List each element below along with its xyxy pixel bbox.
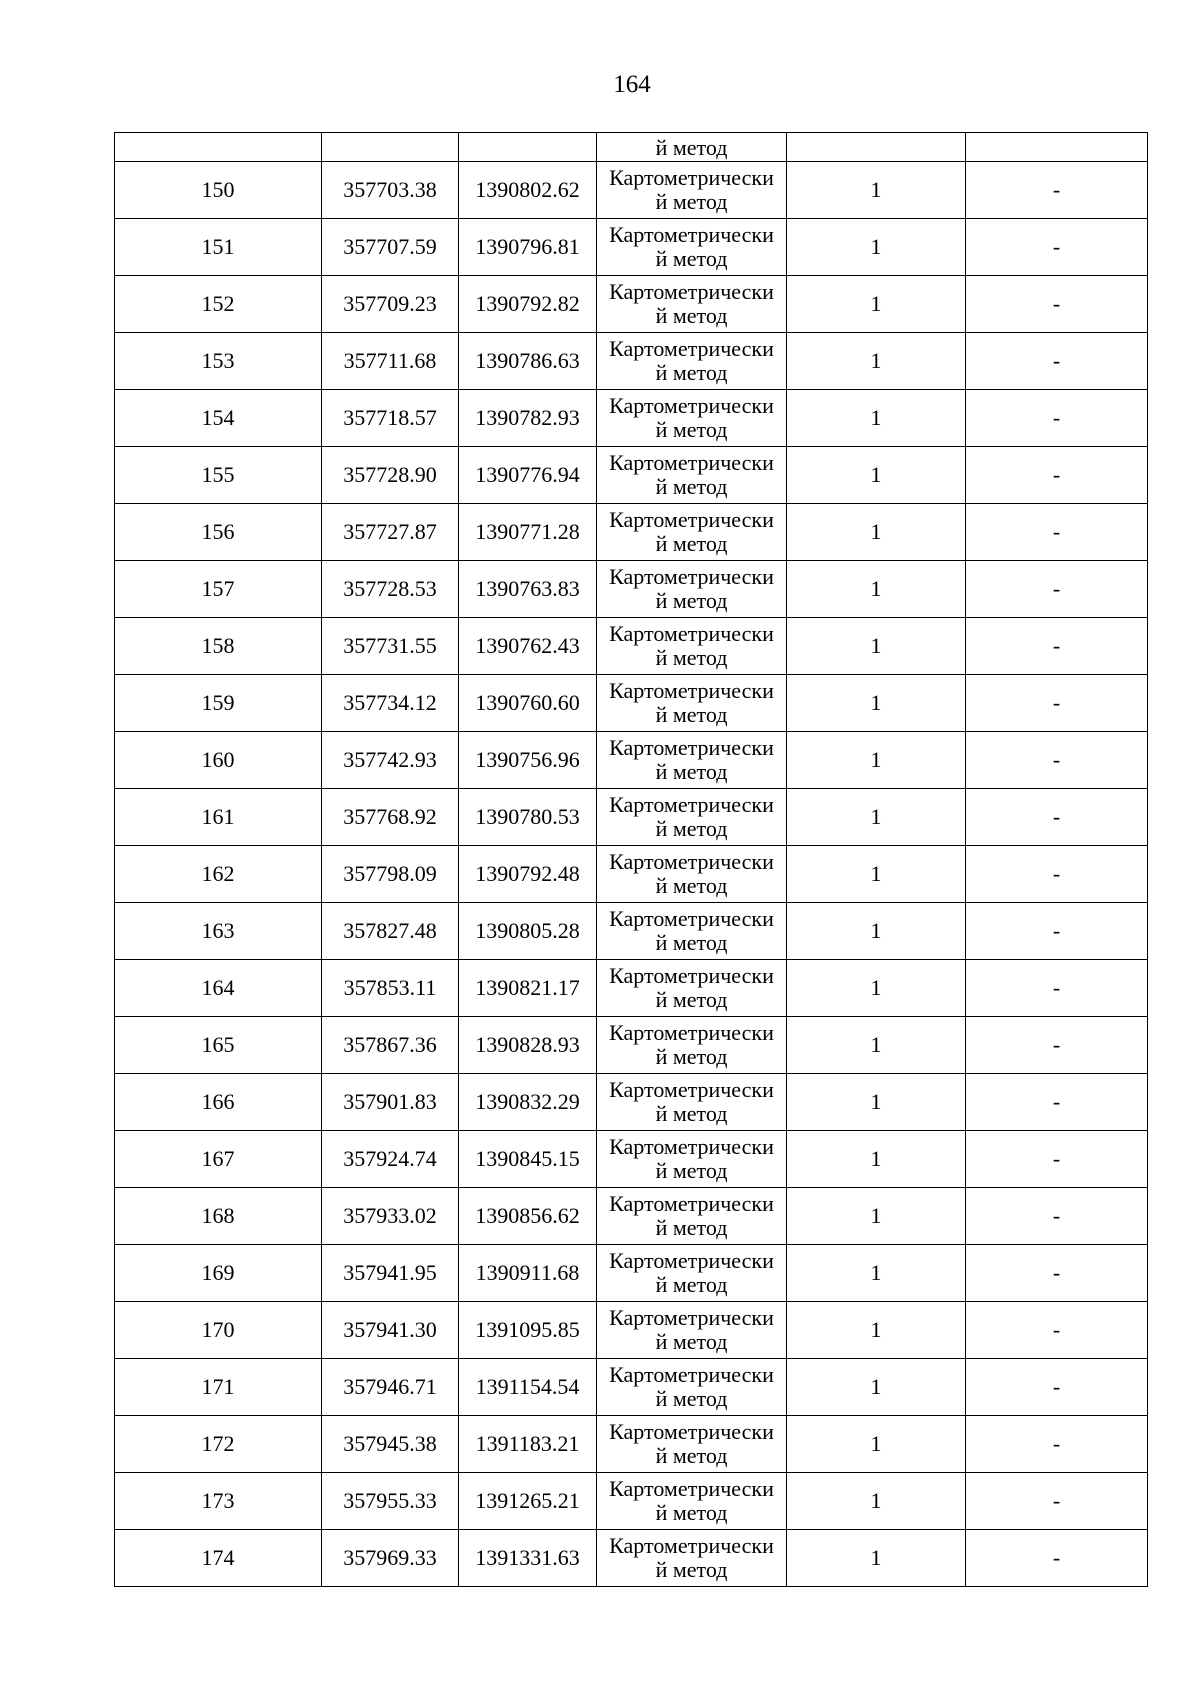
- table-row: [115, 1017, 1148, 1074]
- cell-y: 1391265.21: [459, 1473, 597, 1530]
- cell-method-line1: Картометрически: [609, 393, 774, 418]
- cell-point: 151: [115, 219, 322, 276]
- cell-method: [597, 618, 787, 675]
- cell-method-line1: Картометрически: [609, 1362, 774, 1387]
- cell-accuracy: 1: [787, 1074, 966, 1131]
- cell-accuracy: 1: [787, 732, 966, 789]
- cell-x: 357924.74: [322, 1131, 459, 1188]
- cell-point: 167: [115, 1131, 322, 1188]
- cell-point: 169: [115, 1245, 322, 1302]
- table-row: [115, 1359, 1148, 1416]
- table-row: [115, 1302, 1148, 1359]
- cell-method: [597, 561, 787, 618]
- cell-point: 164: [115, 960, 322, 1017]
- cell-accuracy: 1: [787, 960, 966, 1017]
- cell-accuracy: 1: [787, 162, 966, 219]
- cell-method-line1: Картометрически: [609, 1533, 774, 1558]
- cell-method: [597, 1302, 787, 1359]
- cell-method: [597, 1131, 787, 1188]
- cell-method-line1: Картометрически: [609, 792, 774, 817]
- cell-method: [597, 162, 787, 219]
- table-row: [115, 390, 1148, 447]
- cell-x: 357742.93: [322, 732, 459, 789]
- cell-method-line2: й метод: [655, 645, 728, 670]
- cell-y: 1390763.83: [459, 561, 597, 618]
- cell-point: 161: [115, 789, 322, 846]
- table-row: [115, 561, 1148, 618]
- cell-accuracy: 1: [787, 846, 966, 903]
- cell-point: 165: [115, 1017, 322, 1074]
- table-row: [115, 162, 1148, 219]
- table-row: [115, 1245, 1148, 1302]
- cell-x: 357901.83: [322, 1074, 459, 1131]
- cell-accuracy: 1: [787, 333, 966, 390]
- cell-point: 155: [115, 447, 322, 504]
- cell-method-line1: Картометрически: [609, 450, 774, 475]
- cell-point: 170: [115, 1302, 322, 1359]
- page-number: 164: [613, 71, 651, 98]
- cell-method: [597, 390, 787, 447]
- table-row: [115, 1074, 1148, 1131]
- cell-method-line2: й метод: [655, 816, 728, 841]
- cell-x: 357728.90: [322, 447, 459, 504]
- cell-accuracy: 1: [787, 1530, 966, 1587]
- cell-point: 159: [115, 675, 322, 732]
- cell-method-line2: й метод: [655, 189, 728, 214]
- cell-y: 1391095.85: [459, 1302, 597, 1359]
- coordinates-table: [114, 132, 1148, 1587]
- cell-y: 1390792.82: [459, 276, 597, 333]
- cell-y: 1390756.96: [459, 732, 597, 789]
- cell-method-line1: Картометрически: [609, 1020, 774, 1045]
- cell-y: 1390796.81: [459, 219, 597, 276]
- table-continuation-row: [115, 133, 1148, 162]
- cell-method: [597, 960, 787, 1017]
- cell-method-line2: й метод: [655, 246, 728, 271]
- table-row: [115, 1188, 1148, 1245]
- cell-description: -: [966, 1473, 1148, 1530]
- cell-accuracy: 1: [787, 1416, 966, 1473]
- cell-point: 163: [115, 903, 322, 960]
- cell-method-line1: Картометрически: [609, 735, 774, 760]
- cell-description: -: [966, 618, 1148, 675]
- cell-method-line1: Картометрически: [609, 678, 774, 703]
- cell-x: 357734.12: [322, 675, 459, 732]
- cell-accuracy: 1: [787, 1359, 966, 1416]
- cell-x: 357933.02: [322, 1188, 459, 1245]
- cell-method: [597, 1359, 787, 1416]
- cell-description: -: [966, 1017, 1148, 1074]
- cell-y: [459, 133, 597, 162]
- cell-accuracy: 1: [787, 447, 966, 504]
- cell-y: 1390845.15: [459, 1131, 597, 1188]
- cell-description: -: [966, 732, 1148, 789]
- cell-x: 357969.33: [322, 1530, 459, 1587]
- cell-method-line1: Картометрически: [609, 1419, 774, 1444]
- cell-method: [597, 903, 787, 960]
- cell-y: 1390832.29: [459, 1074, 597, 1131]
- cell-method-line2: й метод: [655, 1557, 728, 1582]
- cell-y: 1390792.48: [459, 846, 597, 903]
- table-row: [115, 618, 1148, 675]
- cell-x: 357703.38: [322, 162, 459, 219]
- cell-description: -: [966, 846, 1148, 903]
- cell-accuracy: 1: [787, 276, 966, 333]
- cell-x: 357941.30: [322, 1302, 459, 1359]
- cell-method-line1: Картометрически: [609, 564, 774, 589]
- cell-method-line2: й метод: [655, 1272, 728, 1297]
- table-row: [115, 903, 1148, 960]
- cell-description: -: [966, 903, 1148, 960]
- cell-x: 357731.55: [322, 618, 459, 675]
- cell-accuracy: 1: [787, 219, 966, 276]
- cell-x: 357955.33: [322, 1473, 459, 1530]
- cell-x: 357946.71: [322, 1359, 459, 1416]
- cell-method: [597, 846, 787, 903]
- cell-description: -: [966, 675, 1148, 732]
- cell-description: -: [966, 1245, 1148, 1302]
- cell-method-line1: Картометрически: [609, 1134, 774, 1159]
- cell-y: 1390786.63: [459, 333, 597, 390]
- cell-point: 150: [115, 162, 322, 219]
- cell-x: 357727.87: [322, 504, 459, 561]
- cell-point: 166: [115, 1074, 322, 1131]
- cell-description: -: [966, 1131, 1148, 1188]
- cell-method-line1: Картометрически: [609, 222, 774, 247]
- table-row: [115, 789, 1148, 846]
- cell-method: [597, 1473, 787, 1530]
- cell-y: 1390760.60: [459, 675, 597, 732]
- cell-y: 1390776.94: [459, 447, 597, 504]
- cell-y: 1391331.63: [459, 1530, 597, 1587]
- cell-point: 168: [115, 1188, 322, 1245]
- cell-method-line2: й метод: [655, 702, 728, 727]
- cell-x: 357853.11: [322, 960, 459, 1017]
- cell-method-line1: Картометрически: [609, 906, 774, 931]
- cell-method-line2: й метод: [655, 1101, 728, 1126]
- cell-y: 1390856.62: [459, 1188, 597, 1245]
- cell-point: 154: [115, 390, 322, 447]
- cell-x: 357941.95: [322, 1245, 459, 1302]
- cell-method-line2: й метод: [655, 930, 728, 955]
- cell-point: 171: [115, 1359, 322, 1416]
- cell-method-line1: Картометрически: [609, 507, 774, 532]
- cell-method-line2: й метод: [655, 759, 728, 784]
- cell-method-line1: Картометрически: [609, 1248, 774, 1273]
- cell-method-line2: й метод: [655, 1386, 728, 1411]
- cell-method: [597, 1188, 787, 1245]
- table-row: [115, 1530, 1148, 1587]
- cell-method-line1: Картометрически: [609, 1077, 774, 1102]
- cell-y: 1390911.68: [459, 1245, 597, 1302]
- cell-point: 153: [115, 333, 322, 390]
- cell-description: -: [966, 219, 1148, 276]
- cell-method-line2: й метод: [655, 1044, 728, 1069]
- cell-x: 357728.53: [322, 561, 459, 618]
- cell-accuracy: 1: [787, 1188, 966, 1245]
- cell-y: 1390802.62: [459, 162, 597, 219]
- cell-accuracy: 1: [787, 1473, 966, 1530]
- cell-method-line2: й метод: [655, 303, 728, 328]
- cell-method-line1: Картометрически: [609, 279, 774, 304]
- cell-y: 1390805.28: [459, 903, 597, 960]
- cell-method-line2: й метод: [655, 417, 728, 442]
- cell-accuracy: 1: [787, 675, 966, 732]
- cell-accuracy: 1: [787, 789, 966, 846]
- cell-point: 156: [115, 504, 322, 561]
- cell-accuracy: 1: [787, 561, 966, 618]
- table-row: [115, 1416, 1148, 1473]
- cell-method: [597, 447, 787, 504]
- cell-accuracy: 1: [787, 903, 966, 960]
- cell-description: -: [966, 960, 1148, 1017]
- cell-method: [597, 789, 787, 846]
- cell-method-line2: й метод: [655, 1500, 728, 1525]
- cell-x: 357827.48: [322, 903, 459, 960]
- cell-description: -: [966, 276, 1148, 333]
- cell-method-line2: й метод: [655, 1215, 728, 1240]
- cell-method-line1: Картометрически: [609, 621, 774, 646]
- cell-y: 1390782.93: [459, 390, 597, 447]
- cell-description: -: [966, 789, 1148, 846]
- cell-point: 173: [115, 1473, 322, 1530]
- cell-method-line2: й метод: [655, 1443, 728, 1468]
- cell-method: [597, 1074, 787, 1131]
- cell-x: [322, 133, 459, 162]
- cell-method-line2: й метод: [655, 474, 728, 499]
- cell-method: [597, 675, 787, 732]
- cell-method: [597, 1017, 787, 1074]
- cell-method-line1: Картометрически: [609, 1476, 774, 1501]
- table-row: [115, 276, 1148, 333]
- cell-x: 357768.92: [322, 789, 459, 846]
- cell-y: 1391183.21: [459, 1416, 597, 1473]
- table-row: [115, 333, 1148, 390]
- cell-method-line2: й метод: [655, 987, 728, 1012]
- cell-accuracy: 1: [787, 1017, 966, 1074]
- cell-description: -: [966, 390, 1148, 447]
- cell-description: -: [966, 1302, 1148, 1359]
- coordinates-table-body: [115, 133, 1148, 1587]
- cell-method-line2: й метод: [655, 135, 728, 160]
- cell-description: -: [966, 561, 1148, 618]
- cell-description: -: [966, 1074, 1148, 1131]
- cell-method-line2: й метод: [655, 1329, 728, 1354]
- cell-description: -: [966, 447, 1148, 504]
- cell-method: [597, 504, 787, 561]
- cell-method: [597, 219, 787, 276]
- cell-y: 1390771.28: [459, 504, 597, 561]
- cell-x: 357718.57: [322, 390, 459, 447]
- cell-description: -: [966, 1359, 1148, 1416]
- cell-method: [597, 133, 787, 162]
- table-row: [115, 447, 1148, 504]
- cell-method: [597, 1416, 787, 1473]
- cell-point: [115, 133, 322, 162]
- cell-description: -: [966, 504, 1148, 561]
- cell-accuracy: [787, 133, 966, 162]
- table-row: [115, 219, 1148, 276]
- cell-description: [966, 133, 1148, 162]
- table-row: [115, 732, 1148, 789]
- cell-method-line2: й метод: [655, 1158, 728, 1183]
- table-row: [115, 1131, 1148, 1188]
- table-row: [115, 675, 1148, 732]
- cell-y: 1390821.17: [459, 960, 597, 1017]
- cell-method: [597, 276, 787, 333]
- cell-method-line2: й метод: [655, 360, 728, 385]
- cell-description: -: [966, 333, 1148, 390]
- cell-description: -: [966, 1530, 1148, 1587]
- cell-x: 357798.09: [322, 846, 459, 903]
- cell-method-line2: й метод: [655, 531, 728, 556]
- cell-accuracy: 1: [787, 390, 966, 447]
- cell-method-line2: й метод: [655, 588, 728, 613]
- cell-accuracy: 1: [787, 1302, 966, 1359]
- cell-method-line1: Картометрически: [609, 849, 774, 874]
- cell-point: 172: [115, 1416, 322, 1473]
- cell-x: 357945.38: [322, 1416, 459, 1473]
- cell-point: 158: [115, 618, 322, 675]
- cell-point: 160: [115, 732, 322, 789]
- cell-method: [597, 333, 787, 390]
- cell-x: 357707.59: [322, 219, 459, 276]
- cell-description: -: [966, 162, 1148, 219]
- cell-x: 357867.36: [322, 1017, 459, 1074]
- cell-method: [597, 732, 787, 789]
- cell-y: 1391154.54: [459, 1359, 597, 1416]
- cell-point: 174: [115, 1530, 322, 1587]
- cell-method-line1: Картометрически: [609, 1305, 774, 1330]
- cell-accuracy: 1: [787, 1245, 966, 1302]
- cell-method-line1: Картометрически: [609, 1191, 774, 1216]
- cell-method-line2: й метод: [655, 873, 728, 898]
- table-row: [115, 846, 1148, 903]
- cell-method: [597, 1530, 787, 1587]
- cell-point: 152: [115, 276, 322, 333]
- cell-accuracy: 1: [787, 1131, 966, 1188]
- cell-method-line1: Картометрически: [609, 963, 774, 988]
- cell-method-line1: Картометрически: [609, 165, 774, 190]
- cell-y: 1390762.43: [459, 618, 597, 675]
- cell-point: 157: [115, 561, 322, 618]
- cell-method-line1: Картометрически: [609, 336, 774, 361]
- cell-description: -: [966, 1188, 1148, 1245]
- cell-point: 162: [115, 846, 322, 903]
- cell-x: 357709.23: [322, 276, 459, 333]
- cell-description: -: [966, 1416, 1148, 1473]
- cell-accuracy: 1: [787, 504, 966, 561]
- cell-method: [597, 1245, 787, 1302]
- cell-y: 1390780.53: [459, 789, 597, 846]
- table-row: [115, 960, 1148, 1017]
- table-row: [115, 1473, 1148, 1530]
- cell-y: 1390828.93: [459, 1017, 597, 1074]
- cell-x: 357711.68: [322, 333, 459, 390]
- table-row: [115, 504, 1148, 561]
- cell-accuracy: 1: [787, 618, 966, 675]
